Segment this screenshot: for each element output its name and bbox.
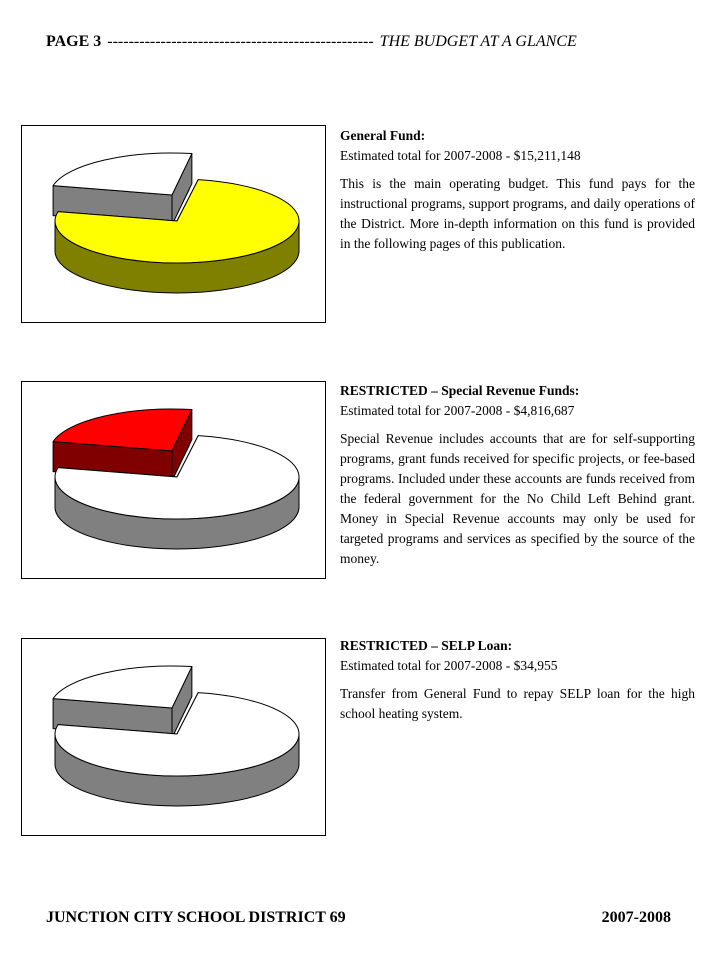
selp-loan-pie xyxy=(22,639,325,835)
general-fund-info xyxy=(340,126,695,254)
general-fund-pie xyxy=(22,126,325,322)
section-description: Special Revenue includes accounts that are for self-supporting programs, grant funds received for specific projects, or fee-based programs. Included under these accounts are funds received from the federal government for the No Child Left Behind grant. Money in Special Revenue accounts may only be used for targeted programs and services as specified by the source of the money. xyxy=(340,431,695,566)
section-total: Estimated total for 2007-2008 - $34,955 xyxy=(340,658,558,673)
section-description: This is the main operating budget. This fund pays for the instructional programs, support programs, and daily operations of the District. More in-depth information on this fund is provided in the following pages of this publication. xyxy=(340,176,695,251)
special-revenue-chart xyxy=(21,381,326,579)
section-name: RESTRICTED – Special Revenue Funds: xyxy=(340,383,580,398)
page-footer xyxy=(46,909,671,927)
section-total: Estimated total for 2007-2008 - $4,816,687 xyxy=(340,403,575,418)
header-divider: -------------------------------------------------- xyxy=(107,33,374,50)
district-name: JUNCTION CITY SCHOOL DISTRICT 69 xyxy=(46,909,346,926)
section-total: Estimated total for 2007-2008 - $15,211,148 xyxy=(340,148,581,163)
page-title: THE BUDGET AT A GLANCE xyxy=(379,33,577,50)
school-year: 2007-2008 xyxy=(601,909,671,926)
special-revenue-info xyxy=(340,381,695,569)
page-header xyxy=(46,32,686,52)
selp-loan-chart xyxy=(21,638,326,836)
special-revenue-pie xyxy=(22,382,325,578)
section-description: Transfer from General Fund to repay SELP loan for the high school heating system. xyxy=(340,686,695,721)
section-name: RESTRICTED – SELP Loan: xyxy=(340,638,513,653)
general-fund-chart xyxy=(21,125,326,323)
page-number: PAGE 3 xyxy=(46,33,102,50)
section-name: General Fund: xyxy=(340,128,426,143)
selp-loan-info xyxy=(340,636,695,724)
